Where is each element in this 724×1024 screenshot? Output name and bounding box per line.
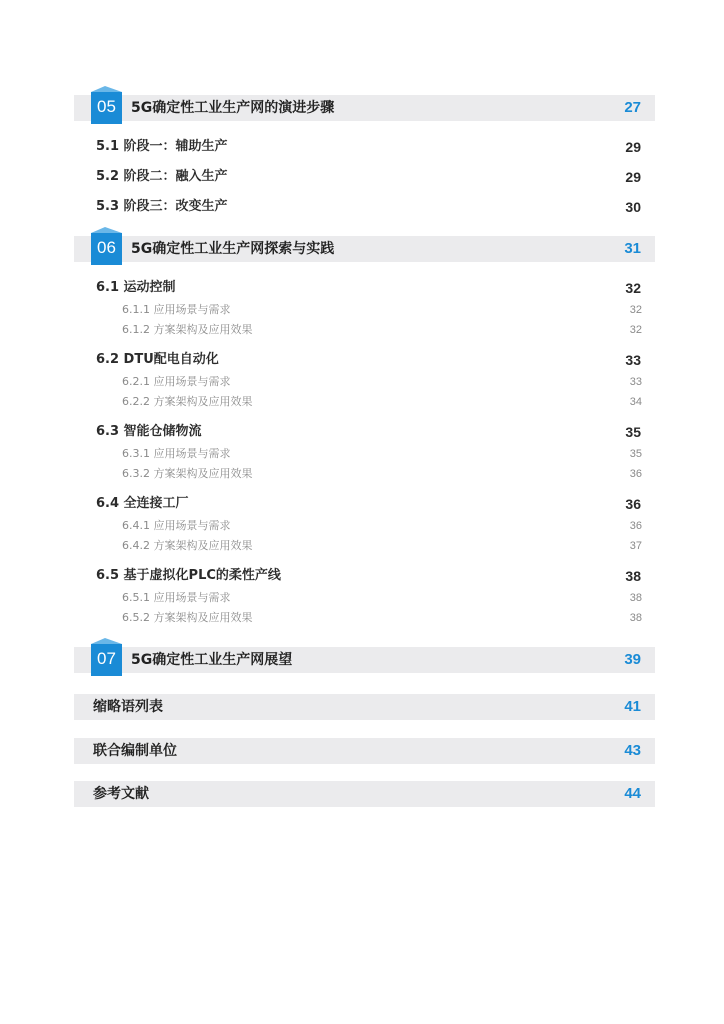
- subsection-page-number: 35: [629, 448, 642, 460]
- subsection-page-number: 32: [629, 304, 642, 316]
- chapter-number-badge: 05: [91, 92, 122, 124]
- chapter-number-badge: 07: [91, 644, 122, 676]
- section-page-number: 32: [625, 280, 641, 296]
- section-5-1[interactable]: [96, 137, 641, 157]
- subsection-label: 6.3.2 方案架构及应用效果: [122, 467, 253, 480]
- subsection-6-1-1[interactable]: [122, 301, 642, 319]
- section-label: 6.5 基于虚拟化PLC的柔性产线: [96, 568, 281, 583]
- subsection-label: 6.4.2 方案架构及应用效果: [122, 539, 253, 552]
- appendix-page-number: 44: [624, 785, 641, 802]
- subsection-6-5-2[interactable]: [122, 609, 642, 627]
- subsection-page-number: 34: [629, 396, 642, 408]
- subsection-6-4-2[interactable]: [122, 537, 642, 555]
- appendix-abbreviations-bar[interactable]: [74, 694, 655, 720]
- chapter-page-number: 39: [624, 651, 641, 668]
- section-page-number: 38: [625, 568, 641, 584]
- appendix-page-number: 43: [624, 742, 641, 759]
- subsection-page-number: 38: [629, 612, 642, 624]
- section-6-4[interactable]: [96, 494, 641, 514]
- section-page-number: 35: [625, 424, 641, 440]
- section-6-5[interactable]: [96, 566, 641, 586]
- chapter-title: 5G确定性工业生产网探索与实践: [131, 241, 335, 257]
- section-page-number: 30: [625, 199, 641, 215]
- subsection-page-number: 36: [629, 520, 642, 532]
- section-6-1[interactable]: [96, 278, 641, 298]
- appendix-title: 联合编制单位: [93, 743, 177, 759]
- section-label: 6.2 DTU配电自动化: [96, 352, 219, 367]
- section-page-number: 33: [625, 352, 641, 368]
- section-label: 5.1 阶段一：辅助生产: [96, 139, 228, 154]
- section-label: 6.1 运动控制: [96, 280, 176, 295]
- subsection-label: 6.5.2 方案架构及应用效果: [122, 611, 253, 624]
- section-page-number: 36: [625, 496, 641, 512]
- chapter-page-number: 27: [624, 99, 641, 116]
- subsection-label: 6.2.1 应用场景与需求: [122, 375, 231, 388]
- subsection-6-3-2[interactable]: [122, 465, 642, 483]
- chapter-title: 5G确定性工业生产网的演进步骤: [131, 100, 335, 116]
- section-5-2[interactable]: [96, 167, 641, 187]
- subsection-label: 6.4.1 应用场景与需求: [122, 519, 231, 532]
- subsection-label: 6.1.2 方案架构及应用效果: [122, 323, 253, 336]
- subsection-6-4-1[interactable]: [122, 517, 642, 535]
- appendix-title: 缩略语列表: [93, 699, 163, 715]
- appendix-contributors-bar[interactable]: [74, 738, 655, 764]
- section-label: 5.2 阶段二：融入生产: [96, 169, 228, 184]
- chapter-title: 5G确定性工业生产网展望: [131, 652, 293, 668]
- section-6-2[interactable]: [96, 350, 641, 370]
- subsection-6-2-2[interactable]: [122, 393, 642, 411]
- subsection-6-1-2[interactable]: [122, 321, 642, 339]
- section-6-3[interactable]: [96, 422, 641, 442]
- appendix-title: 参考文献: [93, 786, 149, 802]
- section-label: 5.3 阶段三：改变生产: [96, 199, 228, 214]
- chapter-number-badge: 06: [91, 233, 122, 265]
- subsection-label: 6.2.2 方案架构及应用效果: [122, 395, 253, 408]
- chapter-07-bar[interactable]: [74, 647, 655, 673]
- section-page-number: 29: [625, 169, 641, 185]
- subsection-page-number: 32: [629, 324, 642, 336]
- chapter-05-bar[interactable]: [74, 95, 655, 121]
- subsection-6-2-1[interactable]: [122, 373, 642, 391]
- subsection-page-number: 33: [629, 376, 642, 388]
- subsection-page-number: 36: [629, 468, 642, 480]
- appendix-references-bar[interactable]: [74, 781, 655, 807]
- section-label: 6.3 智能仓储物流: [96, 424, 202, 439]
- appendix-page-number: 41: [624, 698, 641, 715]
- subsection-6-5-1[interactable]: [122, 589, 642, 607]
- subsection-label: 6.1.1 应用场景与需求: [122, 303, 231, 316]
- section-label: 6.4 全连接工厂: [96, 496, 189, 511]
- chapter-06-bar[interactable]: [74, 236, 655, 262]
- subsection-label: 6.3.1 应用场景与需求: [122, 447, 231, 460]
- subsection-page-number: 37: [629, 540, 642, 552]
- section-page-number: 29: [625, 139, 641, 155]
- subsection-page-number: 38: [629, 592, 642, 604]
- chapter-page-number: 31: [624, 240, 641, 257]
- section-5-3[interactable]: [96, 197, 641, 217]
- subsection-label: 6.5.1 应用场景与需求: [122, 591, 231, 604]
- subsection-6-3-1[interactable]: [122, 445, 642, 463]
